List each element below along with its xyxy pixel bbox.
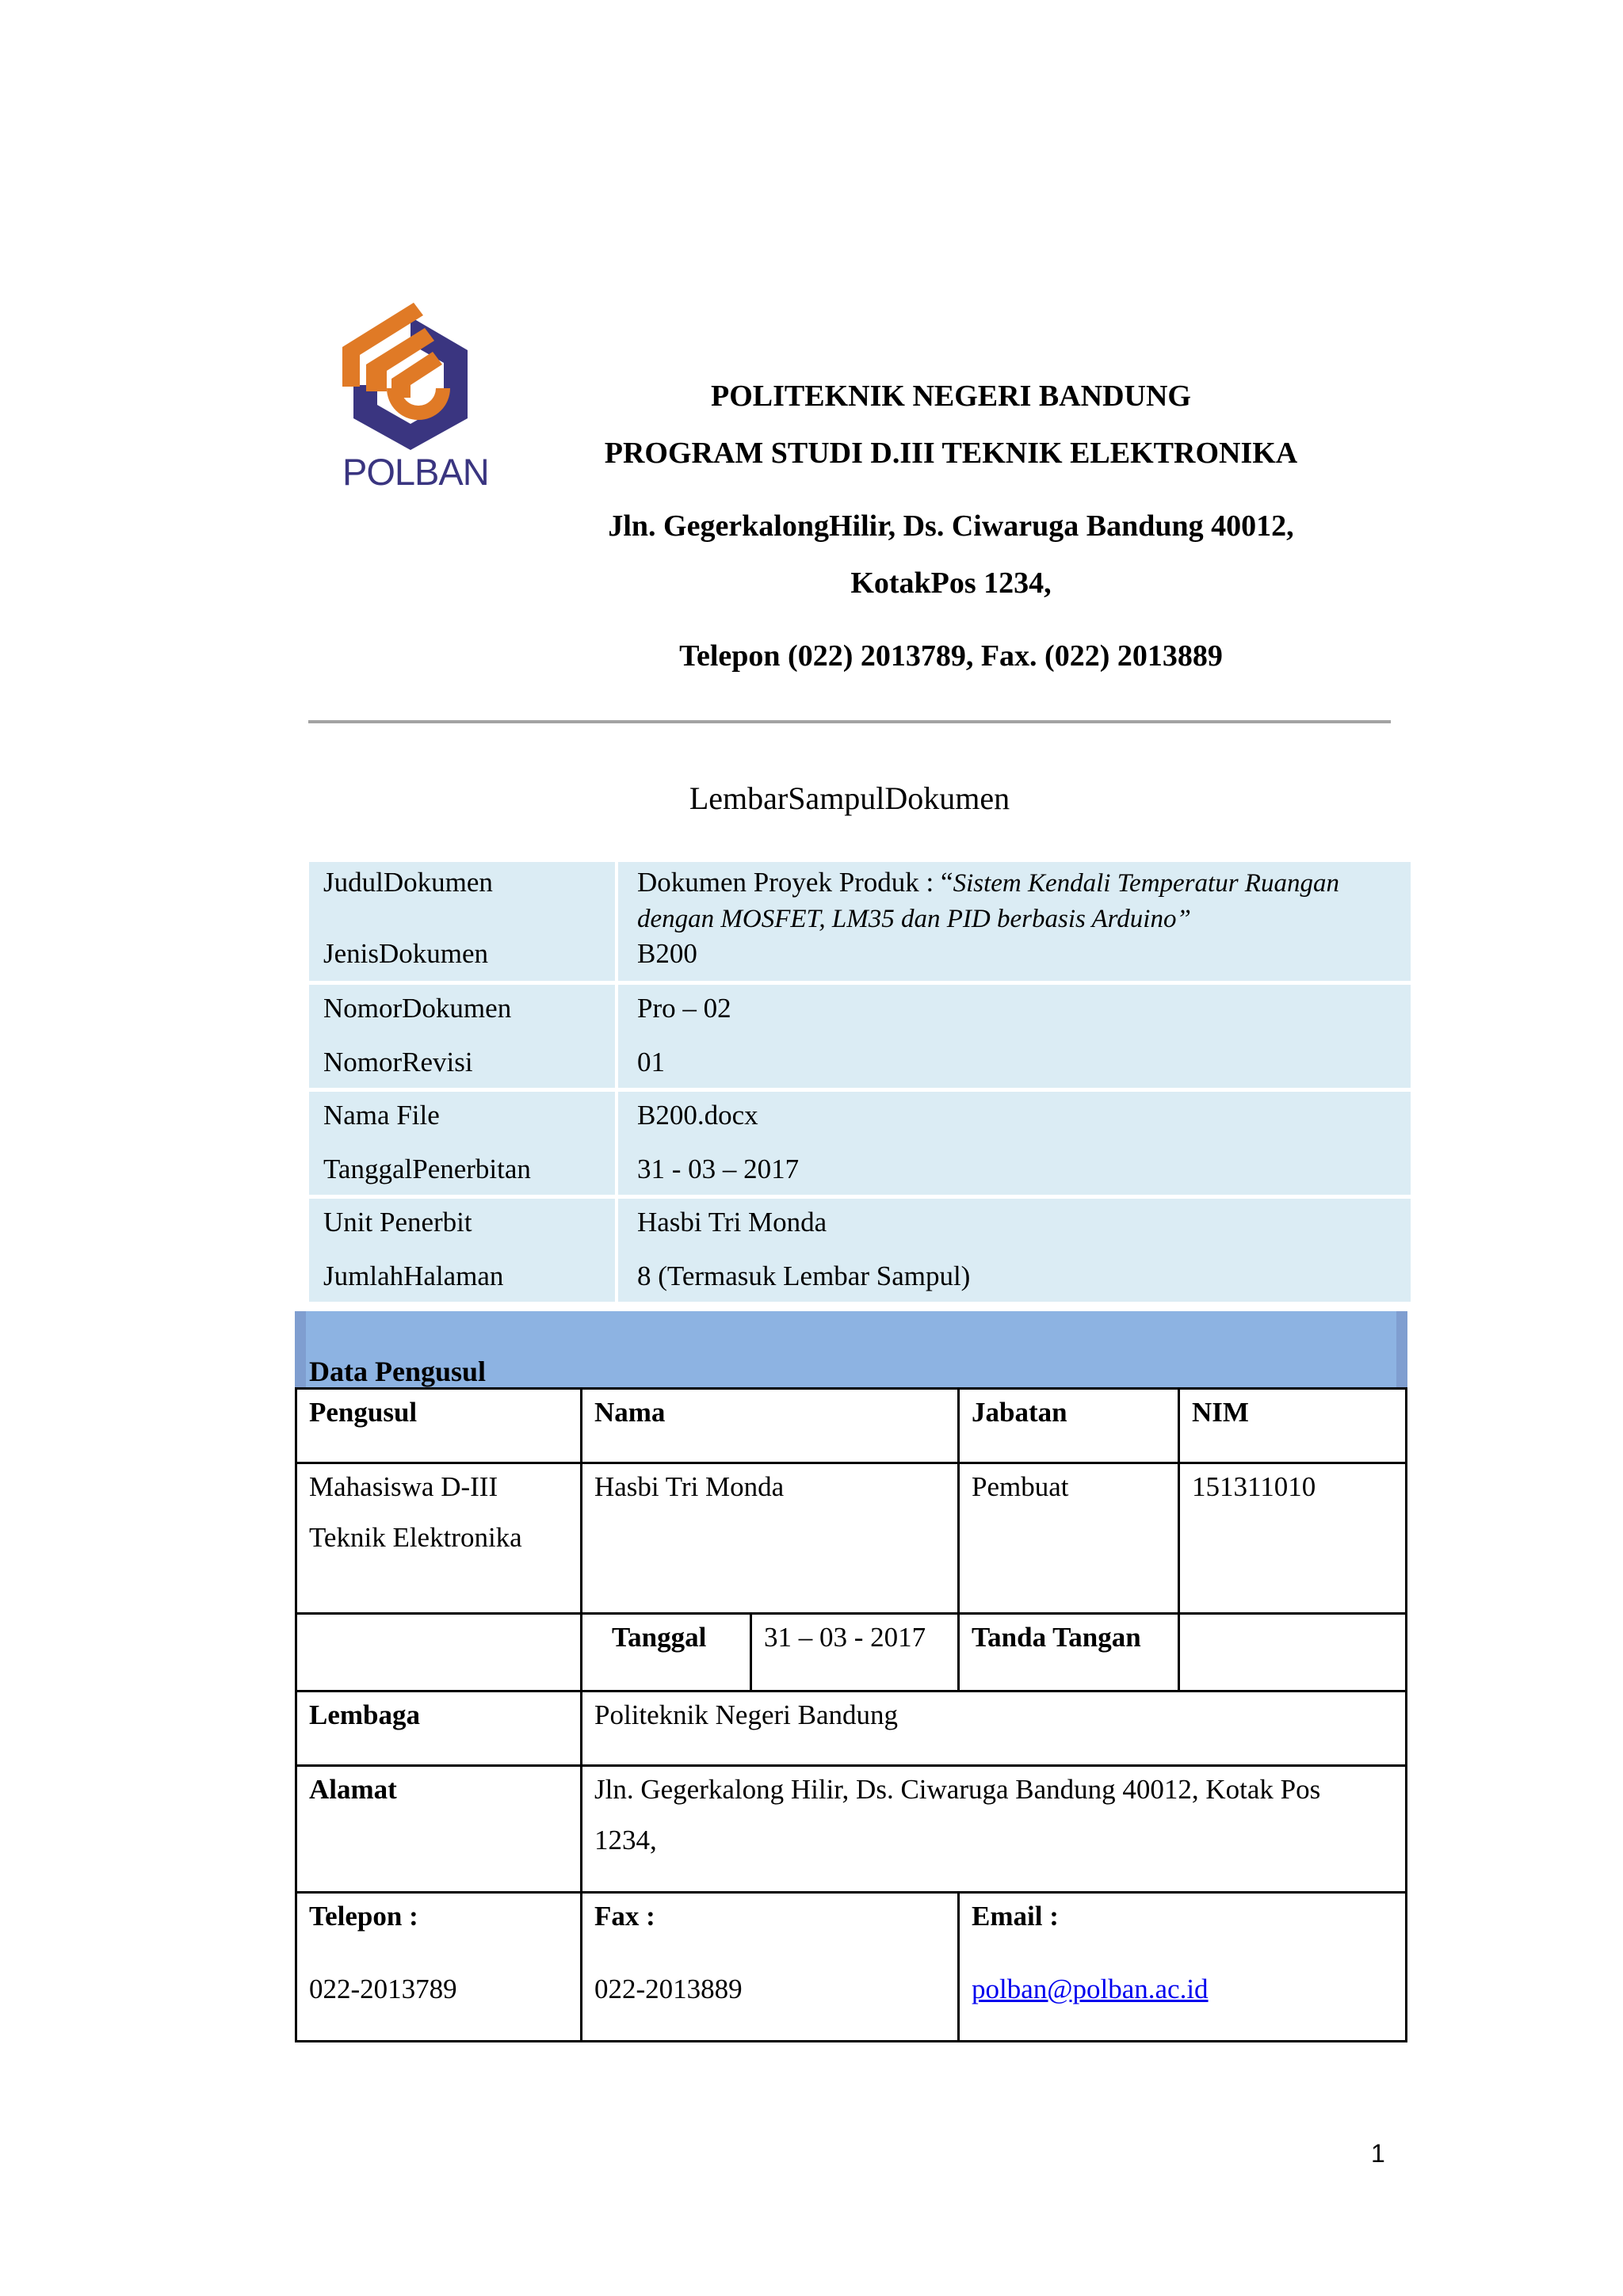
- revisi-label: NomorRevisi: [323, 1047, 473, 1077]
- info-row-jumlah: [309, 1259, 1411, 1294]
- lembaga-label: Lembaga: [309, 1699, 420, 1730]
- header-nama: Nama: [594, 1397, 666, 1428]
- header-pengusul: Pengusul: [309, 1397, 418, 1428]
- page-number: 1: [1371, 2139, 1385, 2168]
- nim-value: 151311010: [1192, 1471, 1316, 1502]
- info-group-unit: [309, 1199, 1411, 1306]
- telepon-value: 022-2013789: [309, 1974, 457, 2004]
- revisi-value: 01: [637, 1047, 665, 1077]
- jumlah-label: JumlahHalaman: [323, 1261, 504, 1291]
- email-link[interactable]: polban@polban.ac.id: [972, 1974, 1209, 2004]
- info-group-nomor: [309, 985, 1411, 1092]
- tanggal-value: 31 – 03 - 2017: [764, 1622, 926, 1653]
- pengusul-table: [295, 1311, 1407, 2043]
- judul-prefix: Dokumen Proyek Produk : “: [637, 867, 953, 898]
- info-row-file: [309, 1098, 1411, 1133]
- lembaga-value: Politeknik Negeri Bandung: [594, 1699, 899, 1730]
- fax-value: 022-2013889: [594, 1974, 743, 2004]
- info-row-revisi: [309, 1045, 1411, 1080]
- alamat-label: Alamat: [309, 1774, 397, 1805]
- file-value: B200.docx: [637, 1100, 758, 1131]
- logo-text: POLBAN: [342, 451, 489, 493]
- info-group-file: [309, 1092, 1411, 1199]
- tanda-tangan-label: Tanda Tangan: [972, 1622, 1141, 1653]
- info-row-nomor: [309, 991, 1411, 1026]
- program-name: PROGRAM STUDI D.III TEKNIK ELEKTRONIKA: [604, 437, 1298, 470]
- info-row-jenis: [309, 902, 1411, 981]
- tanggal-penerbitan-value: 31 - 03 – 2017: [637, 1154, 800, 1184]
- pobox-line: KotakPos 1234,: [850, 566, 1052, 600]
- document-title: LembarSampulDokumen: [689, 780, 1010, 816]
- judul-italic: Sistem Kendali Temperatur Ruangan dengan MOSFET, LM35 dan PID berbasis Arduino”: [637, 869, 1339, 933]
- file-label: Nama File: [323, 1100, 440, 1131]
- address-line: Jln. GegerkalongHilir, Ds. Ciwaruga Bandung 40012,: [608, 509, 1294, 543]
- unit-label: Unit Penerbit: [323, 1207, 472, 1238]
- document-info-table: [309, 862, 1411, 1306]
- header-jabatan: Jabatan: [972, 1397, 1067, 1428]
- jenis-value: B200: [637, 938, 697, 969]
- tanggal-label: Tanggal: [612, 1622, 707, 1653]
- nomor-value: Pro – 02: [637, 993, 731, 1024]
- judul-label: JudulDokumen: [323, 867, 493, 898]
- header-nim: NIM: [1192, 1397, 1249, 1428]
- header-divider: [308, 720, 1391, 723]
- tanggal-penerbitan-label: TanggalPenerbitan: [323, 1154, 531, 1184]
- institution-name: POLITEKNIK NEGERI BANDUNG: [711, 379, 1191, 413]
- telepon-label: Telepon :: [309, 1901, 418, 1932]
- email-label: Email :: [972, 1901, 1059, 1932]
- nomor-label: NomorDokumen: [323, 993, 512, 1024]
- pengusul-line1: Mahasiswa D-III: [309, 1471, 498, 1502]
- alamat-line2: 1234,: [594, 1825, 657, 1855]
- alamat-line1: Jln. Gegerkalong Hilir, Ds. Ciwaruga Bandung 40012, Kotak Pos: [594, 1774, 1321, 1805]
- nama-value: Hasbi Tri Monda: [594, 1471, 785, 1502]
- jenis-label: JenisDokumen: [323, 938, 489, 969]
- jumlah-value: 8 (Termasuk Lembar Sampul): [637, 1261, 971, 1291]
- info-group-title: [309, 862, 1411, 985]
- polban-logo-mark: [331, 299, 490, 450]
- info-row-tanggal: [309, 1152, 1411, 1187]
- jabatan-value: Pembuat: [972, 1471, 1069, 1502]
- fax-label: Fax :: [594, 1901, 655, 1932]
- info-row-unit: [309, 1205, 1411, 1240]
- pengusul-title: Data Pengusul: [309, 1356, 487, 1387]
- polban-logo: [331, 299, 490, 498]
- phone-line: Telepon (022) 2013789, Fax. (022) 2013889: [679, 639, 1223, 673]
- unit-value: Hasbi Tri Monda: [637, 1207, 827, 1238]
- pengusul-line2: Teknik Elektronika: [309, 1522, 522, 1553]
